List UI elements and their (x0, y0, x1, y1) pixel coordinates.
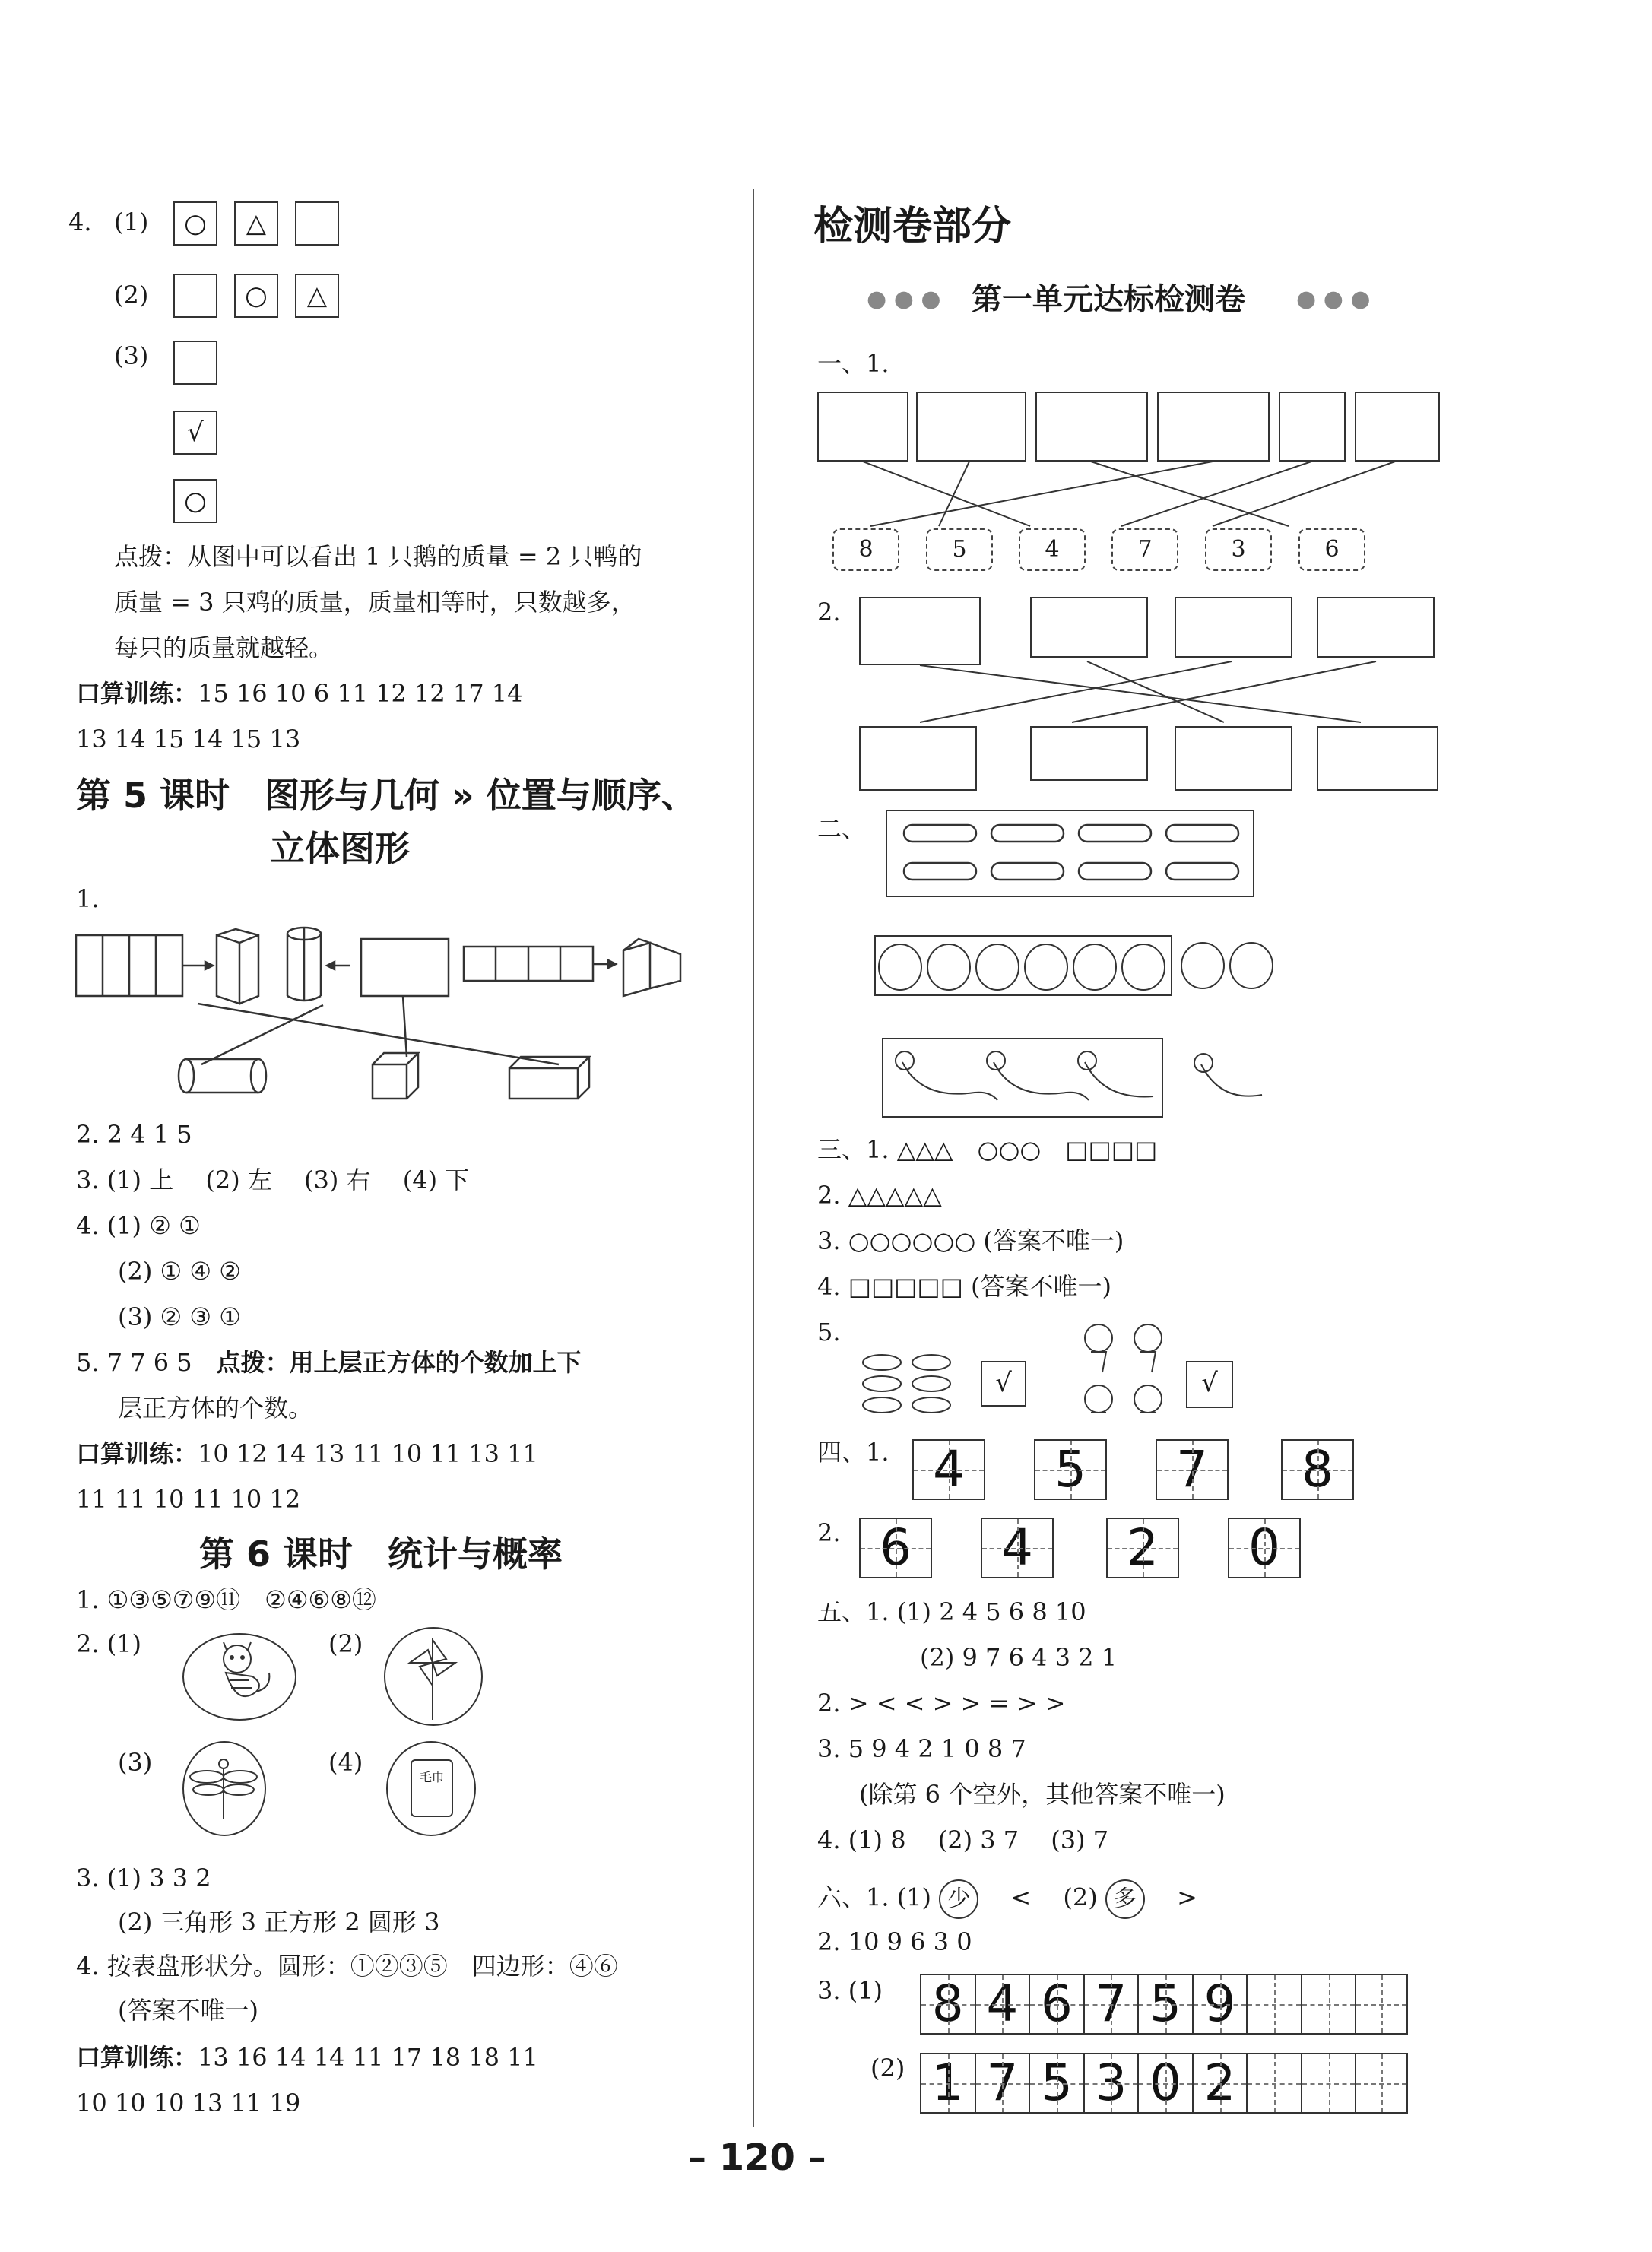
writing-grid (1281, 1439, 1354, 1500)
l5-q5: 5. 7 7 6 5 点拨：用上层正方体的个数加上下 (76, 1348, 582, 1377)
grid-cell: 9 (1194, 1975, 1248, 2033)
answer-box (173, 341, 217, 385)
grid-cell: 7 (1085, 1975, 1140, 2033)
bags-picture (1355, 392, 1440, 462)
grid-cell: 4 (914, 1441, 984, 1499)
answer-box (295, 201, 339, 246)
p6-q3-1: 3. (1) (817, 1976, 883, 2005)
grid-cell: 0 (1139, 2054, 1194, 2112)
pencils-picture (1317, 597, 1435, 658)
tip-line: 每只的质量就越轻。 (114, 633, 334, 662)
writing-grid (1156, 1439, 1229, 1500)
l6-q2-1: 2. (1) (76, 1629, 142, 1658)
towel-label: 毛巾 (419, 1770, 444, 1784)
grid-cell: 8 (921, 1975, 976, 2033)
answer-box (173, 274, 217, 318)
ducks-picture (817, 392, 908, 462)
writing-grid (912, 1439, 985, 1500)
grid-cell: 2 (1108, 1519, 1178, 1577)
grid-cell: 6 (1030, 1975, 1085, 2033)
grid-cell: 5 (1030, 2054, 1085, 2112)
match-lines-1 (817, 462, 1448, 530)
grid-cell: 5 (1139, 1975, 1194, 2033)
pinwheel-picture (384, 1627, 483, 1726)
answer-box: ○ (173, 201, 217, 246)
answer-box: ○ (173, 479, 217, 523)
q4-sub1: (1) (114, 208, 149, 236)
crabs-picture (1175, 597, 1292, 658)
bones-picture (886, 810, 1254, 897)
grid-cell (1248, 1975, 1302, 2033)
circled-answer: 少 (939, 1879, 978, 1919)
number-card: 3 (1205, 528, 1272, 571)
grid-cell: 6 (861, 1519, 931, 1577)
l5-q3: 3. (1) 上 (2) 左 (3) 右 (4) 下 (76, 1166, 470, 1194)
match-lines-2 (859, 661, 1437, 726)
circled-answer: 多 (1105, 1879, 1145, 1919)
l6-q2-3: (3) (118, 1748, 153, 1777)
oral-practice-1: 口算训练：15 16 10 6 11 12 12 17 14 (76, 679, 523, 708)
writing-grid (1228, 1518, 1301, 1578)
p2-label: 二、 (817, 814, 867, 843)
l6-q3-2: (2) 三角形 3 正方形 2 圆形 3 (118, 1908, 440, 1936)
tiger-picture (182, 1633, 296, 1721)
mushrooms-picture (916, 392, 1026, 462)
grid-cell: 4 (982, 1519, 1052, 1577)
number-card: 7 (1111, 528, 1178, 571)
acorns-box (874, 935, 1172, 996)
grid-cell (1356, 2054, 1406, 2112)
p5-q2: 2. > < < > > = > > (817, 1689, 1066, 1718)
column-divider (753, 189, 754, 2127)
l5-q1: 1. (76, 884, 100, 913)
grid-cell: 5 (1035, 1441, 1105, 1499)
p3-q1: 三、1. △△△ ○○○ □□□□ (817, 1135, 1158, 1164)
l5-q4-2: (2) ① ④ ② (118, 1257, 241, 1286)
grid-cell: 3 (1085, 2054, 1140, 2112)
grid-cell (1302, 1975, 1357, 2033)
grid-cell: 0 (1229, 1519, 1299, 1577)
p3-q2: 2. △△△△△ (817, 1181, 942, 1210)
writing-grid (1034, 1439, 1107, 1500)
number-card: 4 (1019, 528, 1086, 571)
answer-box: △ (295, 274, 339, 318)
answer-check-box: √ (1186, 1361, 1233, 1408)
p1-q2: 2. (817, 598, 841, 626)
grid-cell: 4 (976, 1975, 1031, 2033)
page-number: – 120 – (688, 2136, 826, 2179)
tip-line: 点拨：从图中可以看出 1 只鹅的质量 = 2 只鸭的 (114, 542, 642, 571)
grid-cell: 2 (1194, 2054, 1248, 2112)
lesson6-title: 第 6 课时 统计与概率 (199, 1534, 563, 1575)
q4-sub2: (2) (114, 281, 149, 309)
p3-q4: 4. □□□□□ (答案不唯一) (817, 1272, 1112, 1301)
fish-group-picture (859, 1346, 981, 1422)
p5-q1-1: 五、1. (1) 2 4 5 6 8 10 (817, 1597, 1086, 1626)
number-card: 8 (832, 528, 899, 571)
answer-box: √ (173, 411, 217, 455)
l6-q2-4: (4) (328, 1748, 363, 1777)
answer-box: △ (234, 201, 278, 246)
section-title: 检测卷部分 (813, 204, 1012, 249)
lesson5-title: 第 5 课时 图形与几何 » 位置与顺序、 (76, 775, 696, 816)
writing-grid (1106, 1518, 1179, 1578)
p6-q1: 六、1. (1) 少 < (2) 多 > (817, 1879, 1197, 1919)
dots-left: ● ● ● (867, 286, 941, 312)
tip-line: 质量 = 3 只鸡的质量，质量相等时，只数越多， (114, 588, 636, 617)
p3-q3: 3. ○○○○○○ (答案不唯一) (817, 1226, 1124, 1255)
p1-q1: 一、1. (817, 349, 889, 378)
oral-practice-3: 口算训练：13 16 14 14 11 17 18 18 11 (76, 2043, 538, 2072)
grid-cell (1356, 1975, 1406, 2033)
l6-q1: 1. ①③⑤⑦⑨⑪ ②④⑥⑧⑫ (76, 1585, 376, 1614)
grid-cell: 7 (976, 2054, 1031, 2112)
dots-right: ● ● ● (1296, 286, 1371, 312)
oral-practice-2b: 11 11 10 11 10 12 (76, 1485, 301, 1514)
umbrellas-picture (859, 597, 981, 665)
grid-cell: 8 (1283, 1441, 1352, 1499)
p6-q2: 2. 10 9 6 3 0 (817, 1927, 972, 1956)
bottles-picture (1279, 392, 1346, 462)
answer-box: ○ (234, 274, 278, 318)
q4-label: 4. (68, 208, 92, 236)
p4-q1: 四、1. (817, 1438, 889, 1467)
answer-check-box: √ (981, 1361, 1026, 1407)
grid-cell: 1 (921, 2054, 976, 2112)
l5-q4-3: (3) ② ③ ① (118, 1302, 241, 1331)
p4-q2: 2. (817, 1518, 841, 1547)
puppies-picture (1175, 726, 1292, 791)
p3-q5: 5. (817, 1318, 841, 1346)
l6-q4-2: (答案不唯一) (118, 1996, 258, 2025)
l6-q4: 4. 按表盘形状分。圆形：①②③⑤ 四边形：④⑥ (76, 1952, 618, 1981)
writing-grid (981, 1518, 1054, 1578)
squirrels-picture (859, 726, 977, 791)
writing-grid-row-2 (920, 2053, 1408, 2114)
erasers-picture (1035, 392, 1148, 462)
l5-q2: 2. 2 4 1 5 (76, 1120, 192, 1149)
unit-title: 第一单元达标检测卷 (972, 282, 1245, 317)
towel-picture (386, 1741, 476, 1836)
oral-practice-3b: 10 10 10 13 11 19 (76, 2089, 301, 2117)
oral-practice-2: 口算训练：10 12 14 13 11 10 11 13 11 (76, 1439, 538, 1468)
caterpillars-box (882, 1038, 1163, 1118)
drums-picture (1317, 726, 1438, 791)
fish-picture (1030, 726, 1148, 781)
snails-picture (1157, 392, 1270, 462)
p5-q3: 3. 5 9 4 2 1 0 8 7 (817, 1734, 1026, 1763)
p6-q3-2: (2) (870, 2054, 905, 2082)
grid-cell: 7 (1157, 1441, 1227, 1499)
chicks-picture (1030, 597, 1148, 658)
p5-q4: 4. (1) 8 (2) 3 7 (3) 7 (817, 1825, 1109, 1854)
number-card: 5 (926, 528, 993, 571)
l6-q2-2: (2) (328, 1629, 363, 1658)
caterpillar-outside (1182, 1042, 1266, 1118)
grid-cell (1248, 2054, 1302, 2112)
acorns-outside (1177, 935, 1283, 996)
number-card: 6 (1298, 528, 1365, 571)
oral-practice-1b: 13 14 15 14 15 13 (76, 725, 301, 753)
monkeys-picture (1076, 1315, 1175, 1437)
l6-q3-1: 3. (1) 3 3 2 (76, 1863, 211, 1892)
l5-q5-2: 层正方体的个数。 (118, 1394, 313, 1423)
dragonfly-picture (182, 1741, 266, 1836)
p5-q3-note: (除第 6 个空外，其他答案不唯一) (859, 1780, 1226, 1809)
p5-q1-2: (2) 9 7 6 4 3 2 1 (920, 1643, 1118, 1672)
q4-sub3: (3) (114, 341, 149, 370)
shapes-matching-figure (72, 920, 718, 1110)
lesson5-title-2: 立体图形 (270, 828, 410, 869)
writing-grid (859, 1518, 932, 1578)
grid-cell (1302, 2054, 1357, 2112)
writing-grid-row-1 (920, 1974, 1408, 2035)
l5-q4-1: 4. (1) ② ① (76, 1211, 201, 1240)
